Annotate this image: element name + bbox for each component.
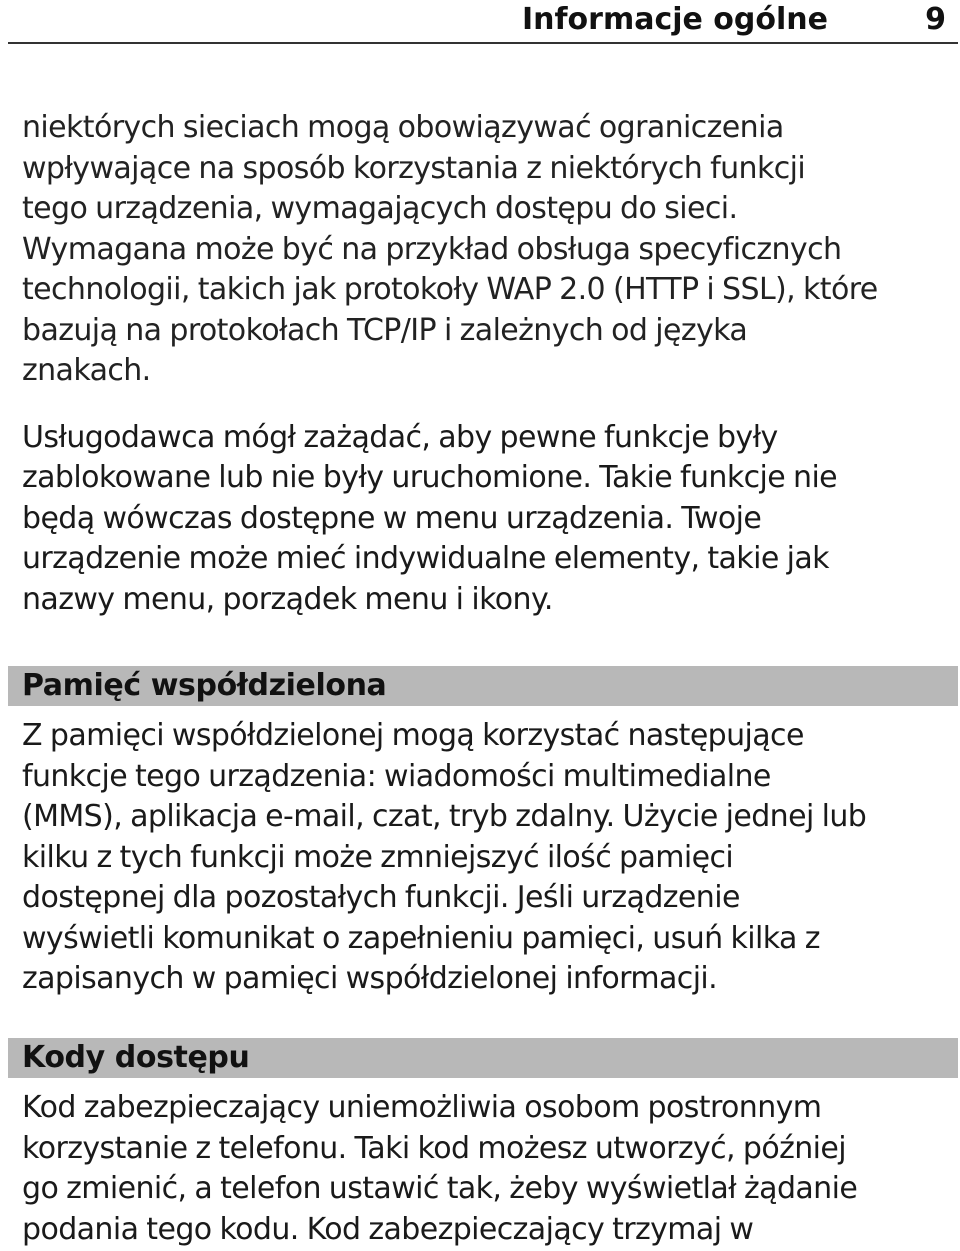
section-heading-access-codes: [8, 1038, 958, 1078]
section-title-access-codes: Kody dostępu: [22, 1040, 250, 1075]
section-title-shared-memory: Pamięć współdzielona: [22, 668, 387, 703]
section-heading-shared-memory: [8, 666, 958, 706]
intro-content: [22, 108, 952, 620]
intro-paragraph-network-restrictions: niektórych sieciach mogą obowiązywać ograniczenia wpływające na sposób korzystania z niektórych funkcji tego urządzenia, wymagających dostępu do sieci. Wymagana może być na przykład obsługa specyficznych technologii, takich jak protokoły WAP 2.0 (HTTP i SSL), które bazują na protokołach TCP/IP i zależnych od języka znakach.: [22, 110, 878, 388]
access-codes-paragraph: Kod zabezpieczający uniemożliwia osobom postronnym korzystanie z telefonu. Taki kod możesz utworzyć, później go zmienić, a telefon ustawić tak, żeby wyświetlał żądanie podania tego kodu. Kod zabezpieczający trzymaj w: [22, 1090, 858, 1247]
header-divider: [8, 42, 958, 44]
shared-memory-paragraph: Z pamięci współdzielonej mogą korzystać następujące funkcje tego urządzenia: wiadomości multimedialne (MMS), aplikacja e-mail, czat, tryb zdalny. Użycie jednej lub kilku z tych funkcji może zmniejszyć ilość pamięci dostępnej dla pozostałych funkcji. Jeśli urządzenie wyświetli komunikat o zapełnieniu pamięci, usuń kilka z zapisanych w pamięci współdzielonej informacji.: [22, 718, 867, 996]
page-header: [0, 0, 960, 44]
header-title: Informacje ogólne: [521, 2, 828, 37]
intro-paragraph-service-provider: Usługodawca mógł zażądać, aby pewne funkcje były zablokowane lub nie były uruchomione. Takie funkcje nie będą wówczas dostępne w menu urządzenia. Twoje urządzenie może mieć indywidualne elementy, takie jak nazwy menu, porządek menu i ikony.: [22, 419, 838, 617]
section-body-access-codes: [22, 1088, 952, 1250]
page-number: 9: [925, 2, 946, 37]
section-body-shared-memory: [22, 716, 952, 1000]
